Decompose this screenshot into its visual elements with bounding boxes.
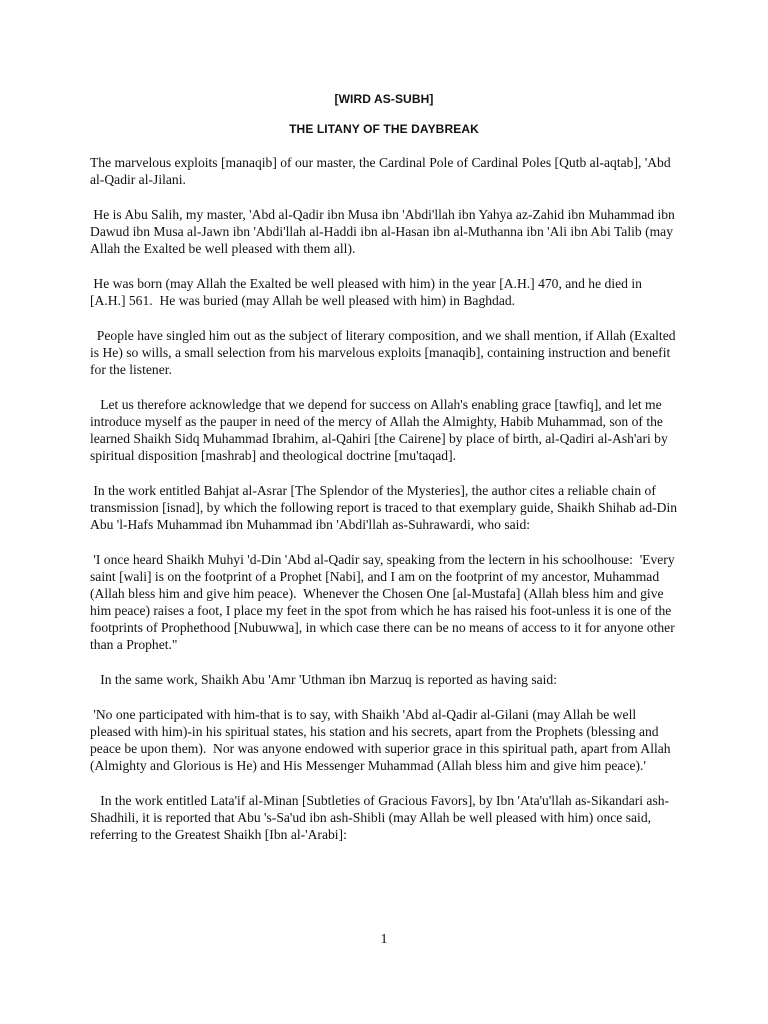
paragraph: In the work entitled Bahjat al-Asrar [The Splendor of the Mysteries], the author cites a reliable chain of transmission [isnad], by which the following report is traced to that exemplary guide, Shaikh Shihab ad-Din Abu 'l-Hafs Muhammad ibn Muhammad ibn 'Abdi'llah as-Suhrawardi, who said: <box>90 483 680 532</box>
document-body <box>90 154 680 861</box>
document-heading: [WIRD AS-SUBH] <box>334 92 434 106</box>
paragraph: In the same work, Shaikh Abu 'Amr 'Uthman ibn Marzuq is reported as having said: <box>90 672 558 687</box>
paragraph: People have singled him out as the subject of literary composition, and we shall mention, if Allah (Exalted is He) so wills, a small selection from his marvelous exploits [manaqib], containing instruction and benefit for the listener. <box>90 328 679 377</box>
paragraph: He was born (may Allah the Exalted be well pleased with him) in the year [A.H.] 470, and he died in [A.H.] 561. He was buried (may Allah be well pleased with him) in Baghdad. <box>90 276 646 308</box>
page-number: 1 <box>380 932 388 947</box>
paragraph: In the work entitled Lata'if al-Minan [Subtleties of Gracious Favors], by Ibn 'Ata'u'llah as-Sikandari ash-Shadhili, it is reported that Abu 's-Sa'ud ibn ash-Shibli (may Allah be well pleased with him) once said, referring to the Greatest Shaikh [Ibn al-'Arabi]: <box>90 793 670 842</box>
document-subheading: THE LITANY OF THE DAYBREAK <box>289 122 479 136</box>
paragraph: 'I once heard Shaikh Muhyi 'd-Din 'Abd al-Qadir say, speaking from the lectern in his schoolhouse: 'Every saint [wali] is on the footprint of a Prophet [Nabi], and I am on the footprint of my ancestor, Muhammad (Allah bless him and give him peace). Whenever the Chosen One [al-Mustafa] (Allah bless him and give him peace) raises a foot, I place my feet in the spot from which he has raised his foot-unless it is one of the footprints of Prophethood [Nubuwwa], in which case there can be no means of access to it for anyone other than a Prophet." <box>90 552 679 652</box>
paragraph: 'No one participated with him-that is to say, with Shaikh 'Abd al-Qadir al-Gilani (may Allah be well pleased with him)-in his spiritual states, his station and his secrets, apart from the Prophets (blessing and peace be upon them). Nor was anyone endowed with superior grace in this spiritual path, apart from Allah (Almighty and Glorious is He) and His Messenger Muhammad (Allah bless him and give him peace).' <box>90 707 674 773</box>
paragraph: Let us therefore acknowledge that we depend for success on Allah's enabling grace [tawfiq], and let me introduce myself as the pauper in need of the mercy of Allah the Almighty, Habib Muhammad, son of the learned Shaikh Sidq Muhammad Ibrahim, al-Qahiri [the Cairene] by place of birth, al-Qadiri al-Ash'ari by spiritual disposition [mashrab] and theological doctrine [mu'taqad]. <box>90 397 672 463</box>
paragraph: He is Abu Salih, my master, 'Abd al-Qadir ibn Musa ibn 'Abdi'llah ibn Yahya az-Zahid ibn Muhammad ibn Dawud ibn Musa al-Jawn ibn 'Abdi'llah al-Haddi ibn al-Hasan ibn al-Muthanna ibn 'Ali ibn Abi Talib (may Allah the Exalted be well pleased with them all). <box>90 207 679 256</box>
paragraph: The marvelous exploits [manaqib] of our master, the Cardinal Pole of Cardinal Poles [Qutb al-aqtab], 'Abd al-Qadir al-Jilani. <box>90 155 675 187</box>
